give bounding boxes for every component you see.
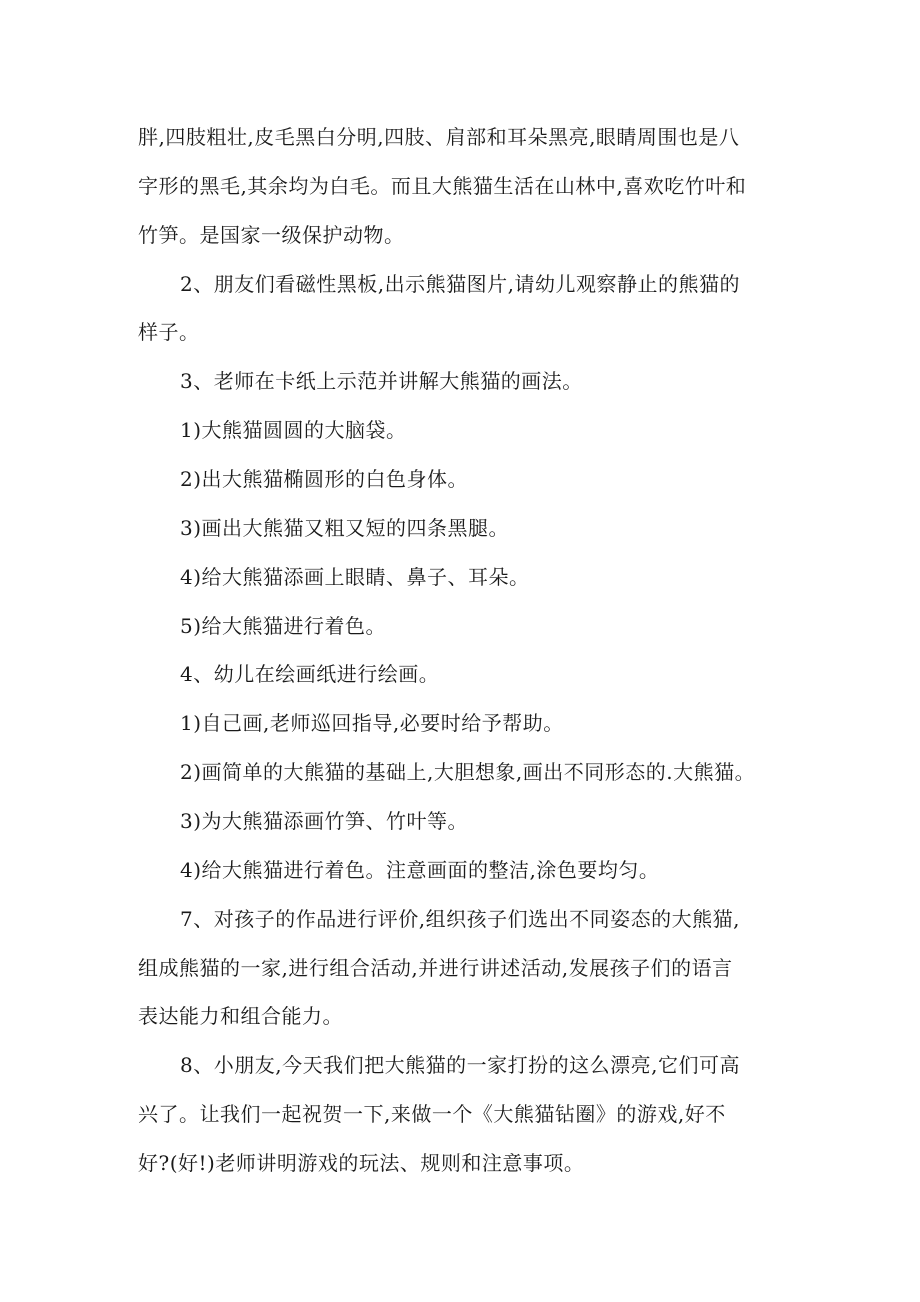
text-line: 3)画出大熊猫又粗又短的四条黑腿。 bbox=[180, 516, 510, 540]
text-line: 8、小朋友,今天我们把大熊猫的一家打扮的这么漂亮,它们可高 bbox=[180, 1053, 740, 1077]
text-line: 1)大熊猫圆圆的大脑袋。 bbox=[180, 418, 407, 442]
text-line: 3、老师在卡纸上示范并讲解大熊猫的画法。 bbox=[180, 369, 583, 393]
text-line: 4)给大熊猫进行着色。注意画面的整洁,涂色要均匀。 bbox=[180, 858, 660, 882]
text-line: 胖,四肢粗壮,皮毛黑白分明,四肢、肩部和耳朵黑亮,眼睛周围也是八 bbox=[138, 125, 740, 149]
text-line: 7、对孩子的作品进行评价,组织孩子们选出不同姿态的大熊猫, bbox=[180, 907, 740, 931]
text-line: 好?(好!)老师讲明游戏的玩法、规则和注意事项。 bbox=[138, 1151, 585, 1175]
text-line: 表达能力和组合能力。 bbox=[138, 1004, 343, 1028]
text-line: 字形的黑毛,其余均为白毛。而且大熊猫生活在山林中,喜欢吃竹叶和 bbox=[138, 174, 747, 198]
text-line: 4、幼儿在绘画纸进行绘画。 bbox=[180, 662, 440, 686]
text-line: 5)给大熊猫进行着色。 bbox=[180, 614, 387, 638]
text-line: 2)画简单的大熊猫的基础上,大胆想象,画出不同形态的.大熊猫。 bbox=[180, 760, 756, 784]
text-line: 3)为大熊猫添画竹笋、竹叶等。 bbox=[180, 809, 469, 833]
text-line: 4)给大熊猫添画上眼睛、鼻子、耳朵。 bbox=[180, 565, 530, 589]
text-line: 1)自己画,老师巡回指导,必要时给予帮助。 bbox=[180, 711, 564, 735]
text-line: 2)出大熊猫椭圆形的白色身体。 bbox=[180, 467, 469, 491]
text-line: 兴了。让我们一起祝贺一下,来做一个《大熊猫钻圈》的游戏,好不 bbox=[138, 1102, 726, 1126]
text-line: 2、朋友们看磁性黑板,出示熊猫图片,请幼儿观察静止的熊猫的 bbox=[180, 272, 740, 296]
text-line: 组成熊猫的一家,进行组合活动,并进行讲述活动,发展孩子们的语言 bbox=[138, 956, 733, 980]
text-line: 样子。 bbox=[138, 320, 200, 344]
text-line: 竹笋。是国家一级保护动物。 bbox=[138, 223, 405, 247]
